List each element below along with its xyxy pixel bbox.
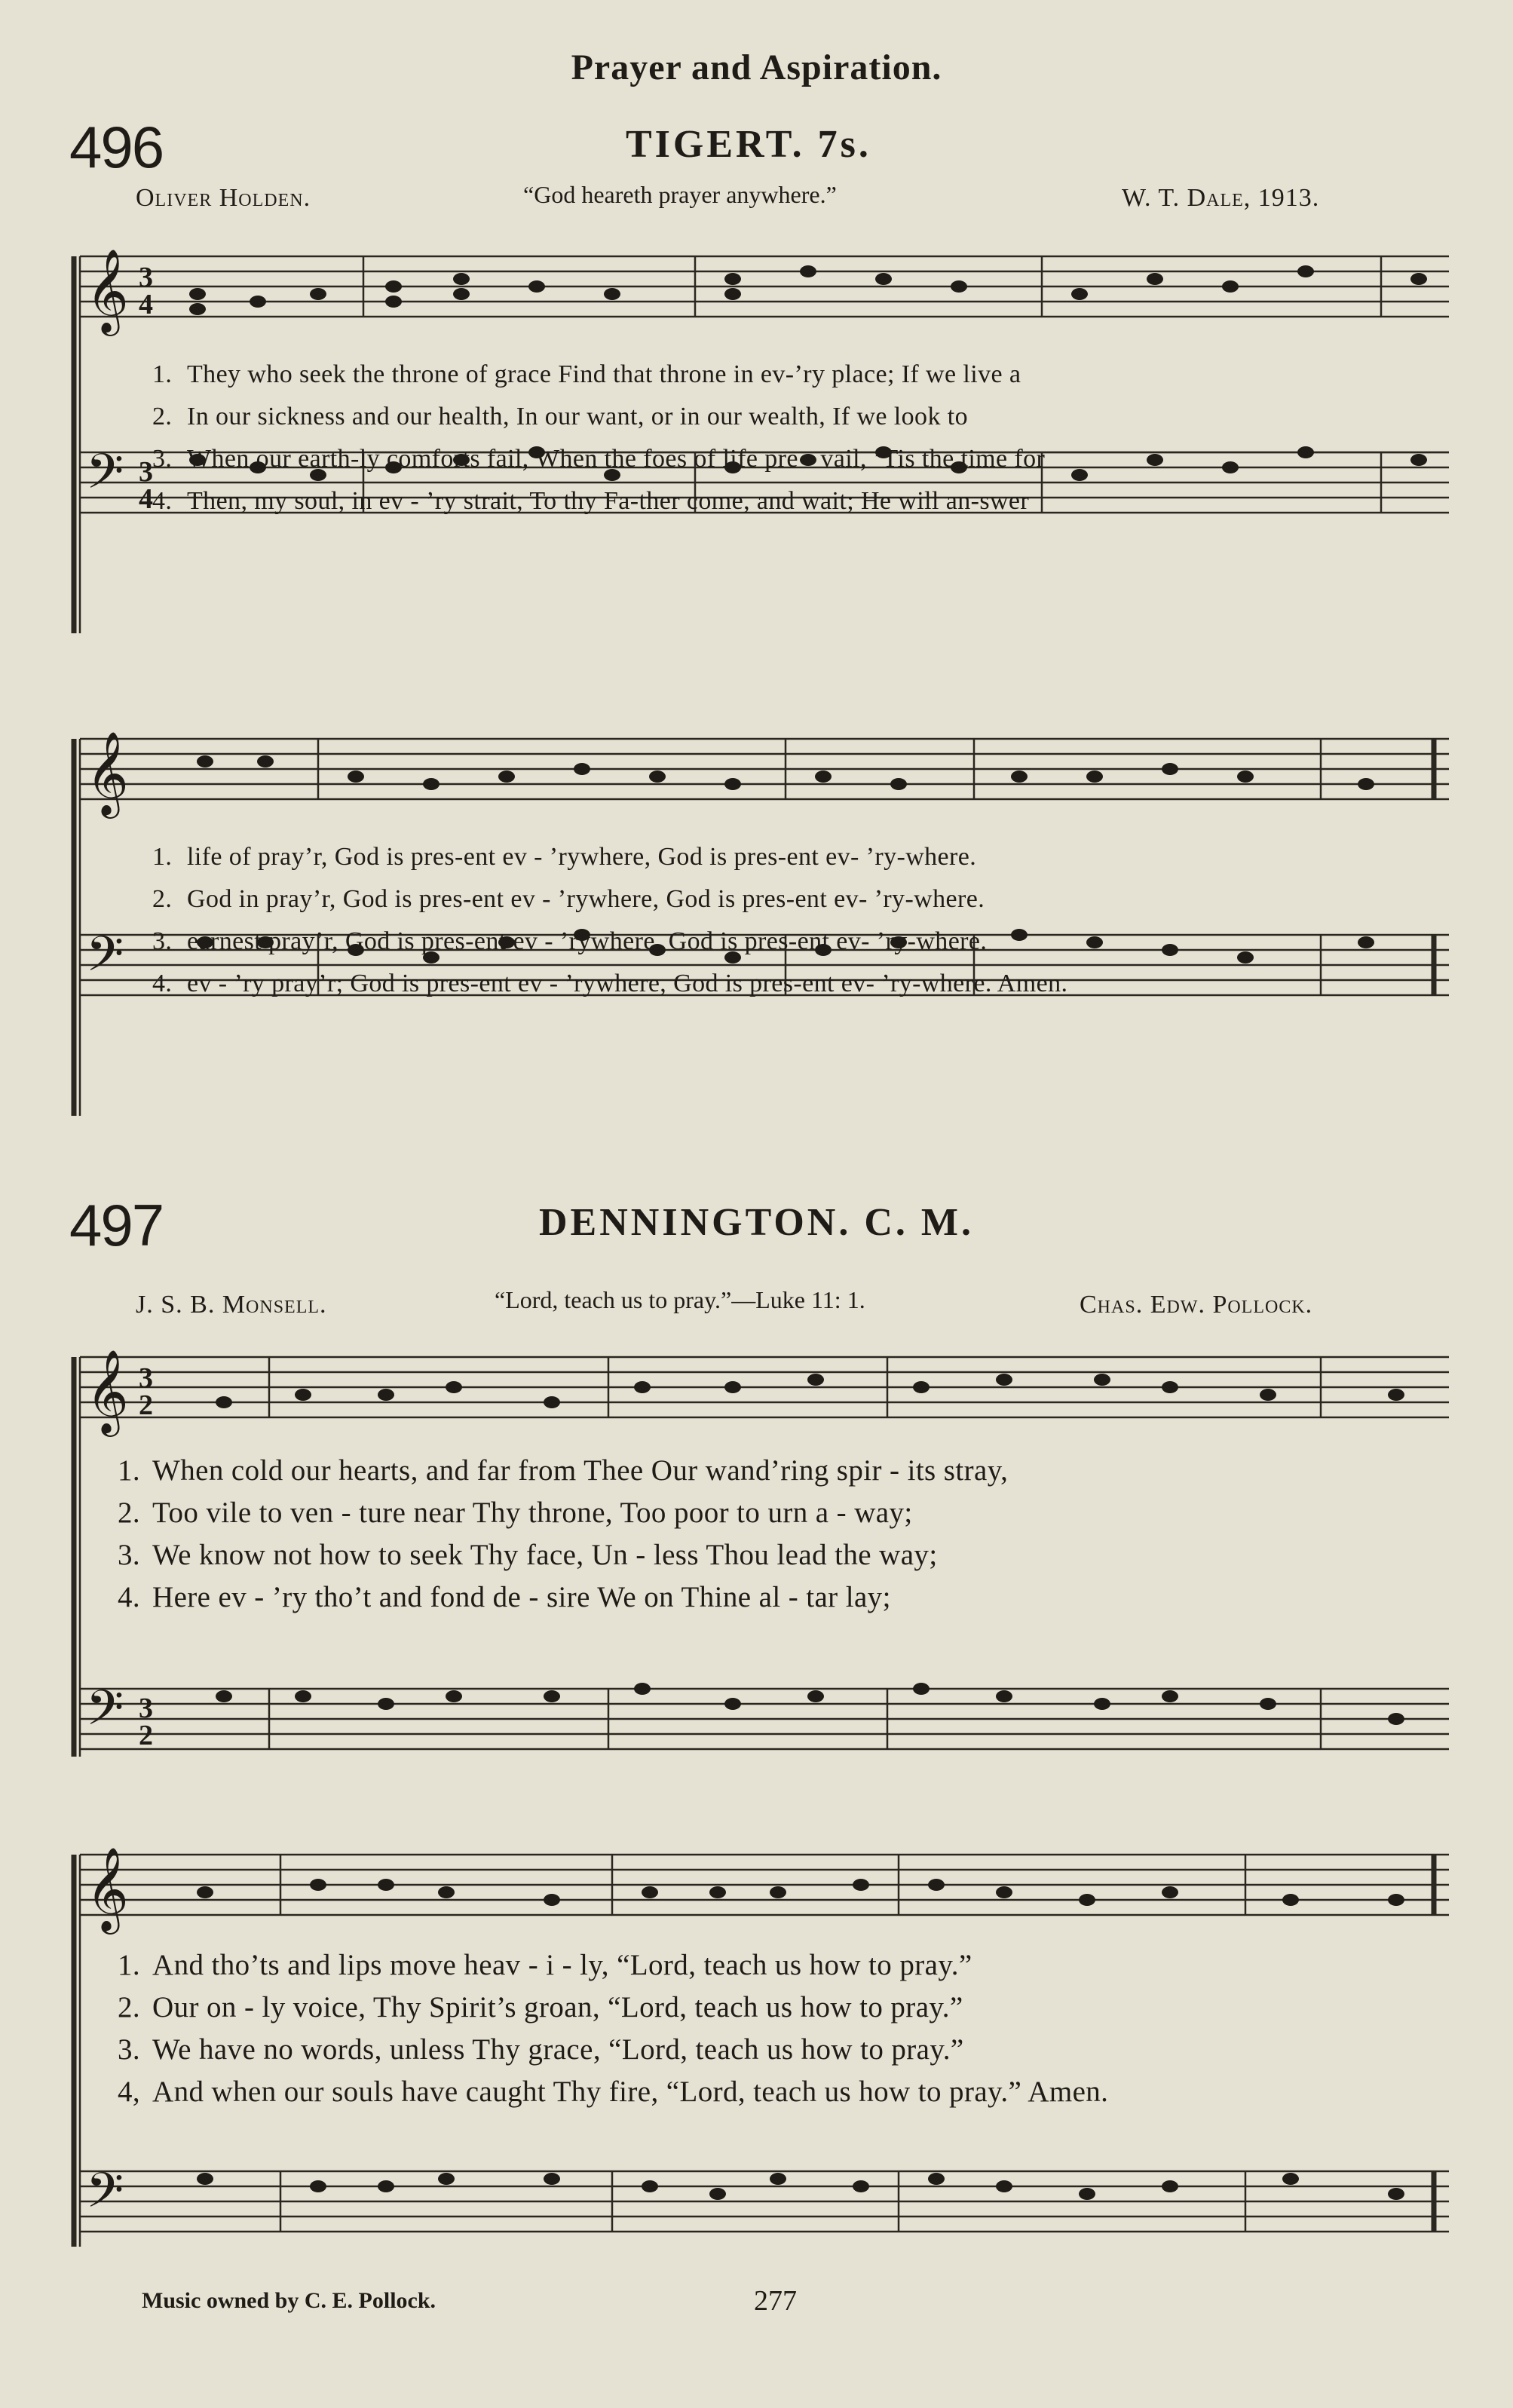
hymn-number: 496 — [69, 114, 164, 180]
svg-text:3: 3 — [139, 456, 153, 488]
verse-line: 4. Here ev - ’ry tho’t and fond de - sire We on Thine al - tar lay; — [118, 1581, 891, 1613]
svg-text:3: 3 — [139, 262, 153, 293]
svg-text:3: 3 — [139, 1362, 153, 1394]
verse-line: 3. When our earth-ly comforts fail, When the foes of life pre - vail, ’Tis the time for — [152, 445, 1046, 473]
treble-staff — [69, 709, 1449, 1131]
tune-name: TIGERT. 7s. — [626, 123, 871, 166]
verse-line: 2. Too vile to ven - ture near Thy throne, Too poor to urn a - way; — [118, 1497, 913, 1529]
hymn-number: 497 — [69, 1192, 164, 1258]
verse-line: 3. We have no words, unless Thy grace, “Lord, teach us how to pray.” — [118, 2033, 964, 2066]
copyright-note: Music owned by C. E. Pollock. — [142, 2288, 436, 2313]
verse-line: 1. And tho’ts and lips move heav - i - ly, “Lord, teach us how to pray.” — [118, 1949, 972, 1981]
scripture-quote: “God heareth prayer anywhere.” — [523, 181, 837, 208]
page-number: 277 — [754, 2285, 797, 2317]
bass-clef-icon: 𝄢 — [86, 444, 124, 512]
music-system — [69, 1824, 1449, 2254]
author-credit: J. S. B. Monsell. — [136, 1291, 327, 1319]
verse-line: 3. earnest pray’r, God is pres-ent ev - ’rywhere, God is pres-ent ev- ’ry-where. — [152, 927, 988, 955]
svg-text:4: 4 — [139, 289, 153, 320]
treble-clef-icon: 𝄞 — [86, 248, 129, 332]
scripture-quote: “Lord, teach us to pray.”—Luke 11: 1. — [495, 1286, 865, 1313]
svg-text:3: 3 — [139, 1693, 153, 1724]
music-system — [69, 226, 1449, 648]
verse-line: 4. Then, my soul, in ev - ’ry strait, To thy Fa-ther come, and wait; He will an-swer — [152, 487, 1030, 515]
treble-staff — [69, 226, 1449, 648]
svg-text:4: 4 — [139, 483, 153, 515]
verse-line: 4. ev - ’ry pray’r; God is pres-ent ev - ’rywhere, God is pres-ent ev- ’ry-where. Amen. — [152, 970, 1068, 997]
verse-line: 3. We know not how to seek Thy face, Un - less Thou lead the way; — [118, 1539, 938, 1571]
verse-line: 2. God in pray’r, God is pres-ent ev - ’rywhere, God is pres-ent ev- ’ry-where. — [152, 885, 985, 913]
bass-clef-icon: 𝄢 — [86, 1680, 124, 1748]
svg-text:2: 2 — [139, 1389, 153, 1421]
verse-line: 4, And when our souls have caught Thy fire, “Lord, teach us how to pray.” Amen. — [118, 2076, 1109, 2108]
music-system — [69, 1327, 1449, 1764]
author-credit: Oliver Holden. — [136, 184, 311, 212]
bass-clef-icon: 𝄢 — [86, 927, 124, 994]
composer-credit: W. T. Dale, 1913. — [1122, 184, 1320, 212]
treble-clef-icon: 𝄞 — [86, 731, 129, 815]
verse-line: 1. life of pray’r, God is pres-ent ev - ’rywhere, God is pres-ent ev- ’ry-where. — [152, 843, 977, 871]
tune-name: DENNINGTON. C. M. — [539, 1201, 974, 1244]
verse-line: 2. Our on - ly voice, Thy Spirit’s groan, “Lord, teach us how to pray.” — [118, 1991, 963, 2024]
music-system — [69, 709, 1449, 1131]
bass-clef-icon: 𝄢 — [86, 2163, 124, 2231]
verse-line: 1. They who seek the throne of grace Find that throne in ev-’ry place; If we live a — [152, 360, 1021, 388]
verse-line: 2. In our sickness and our health, In our want, or in our wealth, If we look to — [152, 403, 968, 430]
svg-text:2: 2 — [139, 1720, 153, 1751]
composer-credit: Chas. Edw. Pollock. — [1080, 1291, 1313, 1319]
treble-clef-icon: 𝄞 — [86, 1846, 129, 1931]
verse-line: 1. When cold our hearts, and far from Thee Our wand’ring spir - its stray, — [118, 1454, 1009, 1487]
treble-clef-icon: 𝄞 — [86, 1349, 129, 1433]
section-title: Prayer and Aspiration. — [571, 47, 942, 87]
